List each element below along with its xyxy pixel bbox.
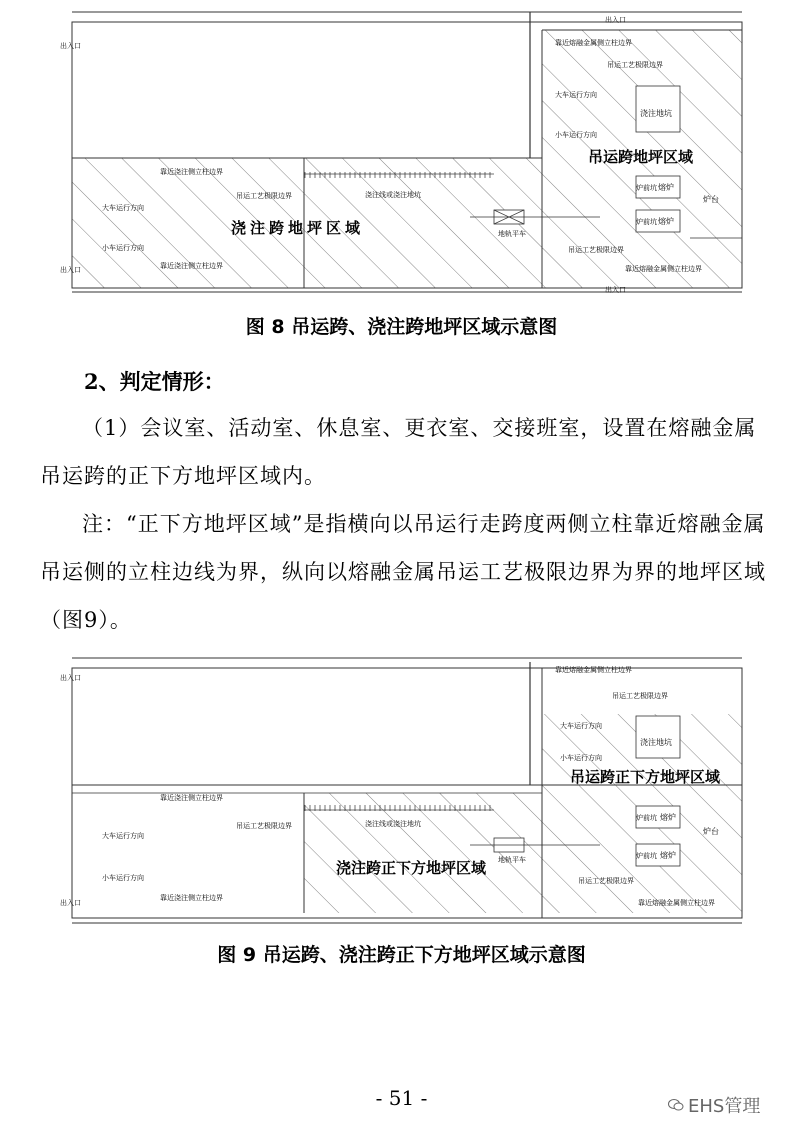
figure-8 xyxy=(0,0,803,300)
near-pour-col-label: 靠近浇注侧立柱边界 xyxy=(160,262,223,270)
furnace-front-label: 炉前坑 xyxy=(636,184,657,192)
big-car-label: 大车运行方向 xyxy=(560,722,602,730)
furnace-label: 熔炉 xyxy=(658,183,674,192)
figure-9-caption: 图 9 吊运跨、浇注跨正下方地坪区域示意图 xyxy=(217,944,586,966)
lift-limit-label: 吊运工艺极限边界 xyxy=(607,61,663,69)
lift-limit-label: 吊运工艺极限边界 xyxy=(612,692,668,700)
small-car-label: 小车运行方向 xyxy=(560,754,602,762)
paragraph-1: （1）会议室、活动室、休息室、更衣室、交接班室，设置在熔融金属吊运跨的正下方地坪区域内。 xyxy=(40,416,757,488)
near-pour-col-label: 靠近浇注侧立柱边界 xyxy=(160,794,223,802)
furnace-front-label: 炉前坑 xyxy=(636,814,657,822)
furnace-label: 熔炉 xyxy=(660,851,676,860)
pour-line-label: 浇注线或浇注地坑 xyxy=(365,191,421,199)
lift-span-title: 吊运跨地坪区域 xyxy=(588,148,694,166)
chat-bubble-icon xyxy=(668,1098,684,1112)
page-number: - 51 - xyxy=(375,1086,428,1110)
section-heading: 2、判定情形： xyxy=(84,369,225,394)
furnace-front-label: 炉前坑 xyxy=(636,852,657,860)
pour-line-label: 浇注线或浇注地坑 xyxy=(365,820,421,828)
entrance-label: 出入口 xyxy=(60,266,81,274)
pour-pit-box xyxy=(636,716,680,758)
near-molten-col-label: 靠近熔融金属侧立柱边界 xyxy=(555,39,632,47)
figure-8-diagram xyxy=(0,0,803,300)
small-car-label: 小车运行方向 xyxy=(555,131,597,139)
lift-limit-label: 吊运工艺极限边界 xyxy=(236,822,292,830)
rail-car-label: 地轨平车 xyxy=(498,230,526,238)
lift-limit-label: 吊运工艺极限边界 xyxy=(568,246,624,254)
entrance-label: 出入口 xyxy=(60,42,81,50)
big-car-label: 大车运行方向 xyxy=(102,204,144,212)
pour-span-title: 浇注跨正下方地坪区域 xyxy=(336,859,487,877)
furnace-label: 熔炉 xyxy=(660,813,676,822)
watermark xyxy=(668,1092,760,1118)
rail-car-label: 地轨平车 xyxy=(498,856,526,864)
big-car-label: 大车运行方向 xyxy=(555,91,597,99)
entrance-label: 出入口 xyxy=(60,674,81,682)
figure-9-diagram xyxy=(0,648,803,928)
pour-span-title: 浇注跨地坪区域 xyxy=(231,219,365,237)
entrance-label: 出入口 xyxy=(605,16,626,24)
near-molten-col-label: 靠近熔融金属侧立柱边界 xyxy=(638,899,715,907)
pour-pit-label: 浇注地坑 xyxy=(640,109,672,118)
big-car-label: 大车运行方向 xyxy=(102,832,144,840)
lift-limit-label: 吊运工艺极限边界 xyxy=(578,877,634,885)
lift-limit-label: 吊运工艺极限边界 xyxy=(236,192,292,200)
furnace-front-label: 炉前坑 xyxy=(636,218,657,226)
watermark-text: EHS管理 xyxy=(688,1096,761,1117)
small-car-label: 小车运行方向 xyxy=(102,244,144,252)
pour-pit-label: 浇注地坑 xyxy=(640,738,672,747)
paragraph-note: 注：“正下方地坪区域”是指横向以吊运行走跨度两侧立柱靠近熔融金属吊运侧的立柱边线为界，纵向以熔融金属吊运工艺极限边界为界的地坪区域（图9）。 xyxy=(40,512,766,632)
near-molten-col-label: 靠近熔融金属侧立柱边界 xyxy=(625,265,702,273)
lift-span-title: 吊运跨正下方地坪区域 xyxy=(570,768,721,786)
furnace-label: 熔炉 xyxy=(658,217,674,226)
near-molten-col-label: 靠近熔融金属侧立柱边界 xyxy=(555,666,632,674)
small-car-label: 小车运行方向 xyxy=(102,874,144,882)
furnace-platform-label: 炉台 xyxy=(703,195,719,204)
entrance-label: 出入口 xyxy=(60,899,81,907)
near-pour-col-label: 靠近浇注侧立柱边界 xyxy=(160,168,223,176)
entrance-label: 出入口 xyxy=(605,286,626,294)
near-pour-col-label: 靠近浇注侧立柱边界 xyxy=(160,894,223,902)
figure-9 xyxy=(0,648,803,928)
furnace-platform-label: 炉台 xyxy=(703,827,719,836)
figure-8-caption: 图 8 吊运跨、浇注跨地坪区域示意图 xyxy=(245,316,558,338)
